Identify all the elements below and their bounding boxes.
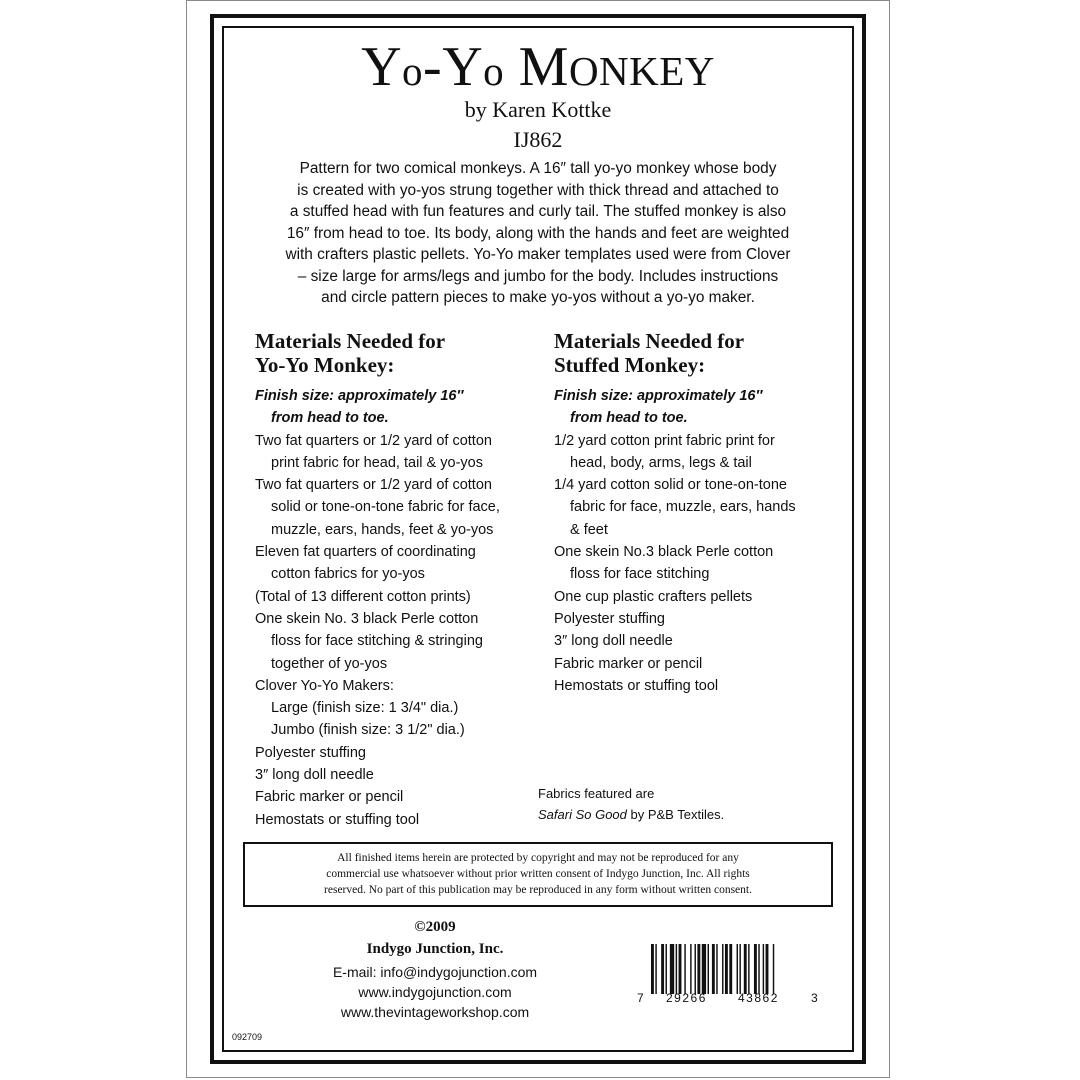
list-item: head, body, arms, legs & tail — [570, 454, 752, 471]
barcode-bar — [666, 944, 667, 994]
list-item: Fabric marker or pencil — [554, 655, 703, 672]
description-line: with crafters plastic pellets. Yo-Yo maker templates used were from Clover — [285, 246, 791, 263]
stuffed-materials-heading — [554, 329, 744, 377]
print-code: 092709 — [232, 1032, 263, 1042]
list-item: solid or tone-on-tone fabric for face, — [271, 499, 500, 516]
list-item: Jumbo (finish size: 3 1/2" dia.) — [271, 722, 465, 739]
barcode-bar — [712, 944, 715, 994]
publisher-name: Indygo Junction, Inc. — [366, 941, 504, 957]
finish-size: from head to toe. — [570, 410, 688, 427]
list-item: print fabric for head, tail & yo-yos — [271, 454, 483, 471]
notice-line: reserved. No part of this publication may be reproduced in any form without written consent. — [324, 884, 752, 896]
barcode-bar — [744, 944, 747, 994]
description-line: a stuffed head with fun features and curly tail. The stuffed monkey is also — [289, 203, 787, 220]
credit-line: Fabrics featured are — [538, 786, 655, 801]
barcode-bar — [661, 944, 664, 994]
description-line: is created with yo-yos strung together with thick thread and attached to — [297, 181, 779, 199]
notice-line: All finished items herein are protected by copyright and may not be reproduced for any — [337, 852, 739, 864]
finish-size: from head to toe. — [271, 410, 389, 427]
yoyo-materials-list — [255, 385, 500, 831]
barcode-bar — [754, 944, 757, 994]
heading-line: Yo-Yo Monkey: — [255, 353, 395, 377]
barcode-bar — [695, 944, 696, 994]
description-line: and circle pattern pieces to make yo-yos without a yo-yo maker. — [321, 289, 755, 306]
barcode-bar — [702, 944, 706, 994]
barcode-bar — [739, 944, 740, 994]
barcode-bar — [697, 944, 700, 994]
list-item: Two fat quarters or 1/2 yard of cotton — [255, 432, 492, 449]
list-item: 3″ long doll needle — [255, 767, 374, 784]
list-item: & feet — [570, 521, 608, 538]
barcode-bar — [690, 944, 691, 994]
barcode-bar — [748, 944, 749, 994]
list-item: muzzle, ears, hands, feet & yo-yos — [271, 521, 494, 538]
barcode-bar — [773, 944, 774, 994]
notice-line: commercial use whatsoever without prior written consent of Indygo Junction, Inc. All rights — [326, 868, 750, 880]
list-item: Hemostats or stuffing tool — [554, 677, 719, 694]
copyright-notice — [243, 842, 833, 907]
description-line: Pattern for two comical monkeys. A 16″ tall yo-yo monkey whose body — [299, 160, 777, 177]
barcode-bar — [722, 944, 723, 994]
list-item: Eleven fat quarters of coordinating — [255, 544, 476, 561]
fabric-name: Safari So Good — [538, 807, 627, 822]
list-item: Hemostats or stuffing tool — [255, 811, 420, 828]
list-item: One cup plastic crafters pellets — [554, 588, 753, 605]
list-item: 3″ long doll needle — [554, 633, 673, 650]
list-item: fabric for face, muzzle, ears, hands — [570, 499, 796, 516]
list-item: together of yo-yos — [271, 655, 388, 672]
barcode-bar — [758, 944, 759, 994]
barcode-bar — [708, 944, 709, 994]
list-item: Clover Yo-Yo Makers: — [255, 677, 394, 694]
finish-size: Finish size: approximately 16″ — [255, 388, 464, 404]
list-item: 1/4 yard cotton solid or tone-on-tone — [554, 477, 787, 494]
fabric-credit — [538, 783, 724, 825]
publisher-email[interactable]: E-mail: info@indygojunction.com — [332, 964, 538, 980]
description — [256, 158, 820, 309]
list-item: floss for face stitching & stringing — [271, 633, 483, 650]
finish-size: Finish size: approximately 16″ — [554, 388, 763, 404]
copyright-year: ©2009 — [414, 919, 456, 935]
barcode-bar — [655, 944, 656, 994]
barcode-bar — [763, 944, 764, 994]
barcode-digit: 7 — [637, 991, 644, 1005]
barcode-digits: 43862 — [738, 991, 779, 1005]
barcode-digit: 3 — [811, 991, 818, 1005]
author-line: by Karen Kottke — [464, 97, 612, 122]
barcode-bar — [684, 944, 685, 994]
heading-line: Stuffed Monkey: — [554, 353, 706, 377]
credit-line — [538, 804, 724, 825]
barcode-bar — [670, 944, 674, 994]
barcode-bar — [725, 944, 728, 994]
barcode-digits: 29266 — [666, 991, 707, 1005]
barcode-bar — [651, 944, 654, 994]
barcode-bar — [716, 944, 717, 994]
pattern-code: IJ862 — [513, 127, 563, 152]
list-item: floss for face stitching — [570, 566, 710, 583]
stuffed-materials-list — [554, 385, 796, 697]
list-item: Polyester stuffing — [255, 744, 366, 761]
list-item: (Total of 13 different cotton prints) — [255, 588, 471, 605]
barcode-bar — [729, 944, 732, 994]
list-item: Two fat quarters or 1/2 yard of cotton — [255, 477, 492, 494]
upc-barcode — [651, 944, 811, 994]
barcode-bar — [737, 944, 738, 994]
list-item: Polyester stuffing — [554, 610, 665, 627]
publisher-website-link[interactable]: www.indygojunction.com — [358, 984, 512, 1000]
list-item: Fabric marker or pencil — [255, 789, 404, 806]
credit-rest: by P&B Textiles. — [626, 807, 725, 822]
description-line: 16″ from head to toe. Its body, along with the hands and feet are weighted — [286, 224, 790, 242]
barcode-bar — [676, 944, 677, 994]
heading-line: Materials Needed for — [255, 329, 446, 353]
pattern-title: Yo-Yo MONKEY — [361, 36, 715, 98]
barcode-bar — [766, 944, 769, 994]
list-item: One skein No.3 black Perle cotton — [554, 544, 774, 561]
list-item: cotton fabrics for yo-yos — [271, 566, 425, 583]
heading-line: Materials Needed for — [554, 329, 745, 353]
barcode-bar — [679, 944, 682, 994]
description-line: – size large for arms/legs and jumbo for the body. Includes instructions — [297, 267, 779, 285]
barcode-bars — [651, 944, 811, 994]
publisher-block — [300, 916, 570, 1022]
yoyo-materials-heading — [255, 329, 445, 377]
list-item: 1/2 yard cotton print fabric print for — [554, 432, 775, 449]
list-item: Large (finish size: 1 3/4" dia.) — [271, 700, 459, 717]
list-item: One skein No. 3 black Perle cotton — [255, 610, 479, 627]
publisher-website-link[interactable]: www.thevintageworkshop.com — [340, 1004, 530, 1020]
